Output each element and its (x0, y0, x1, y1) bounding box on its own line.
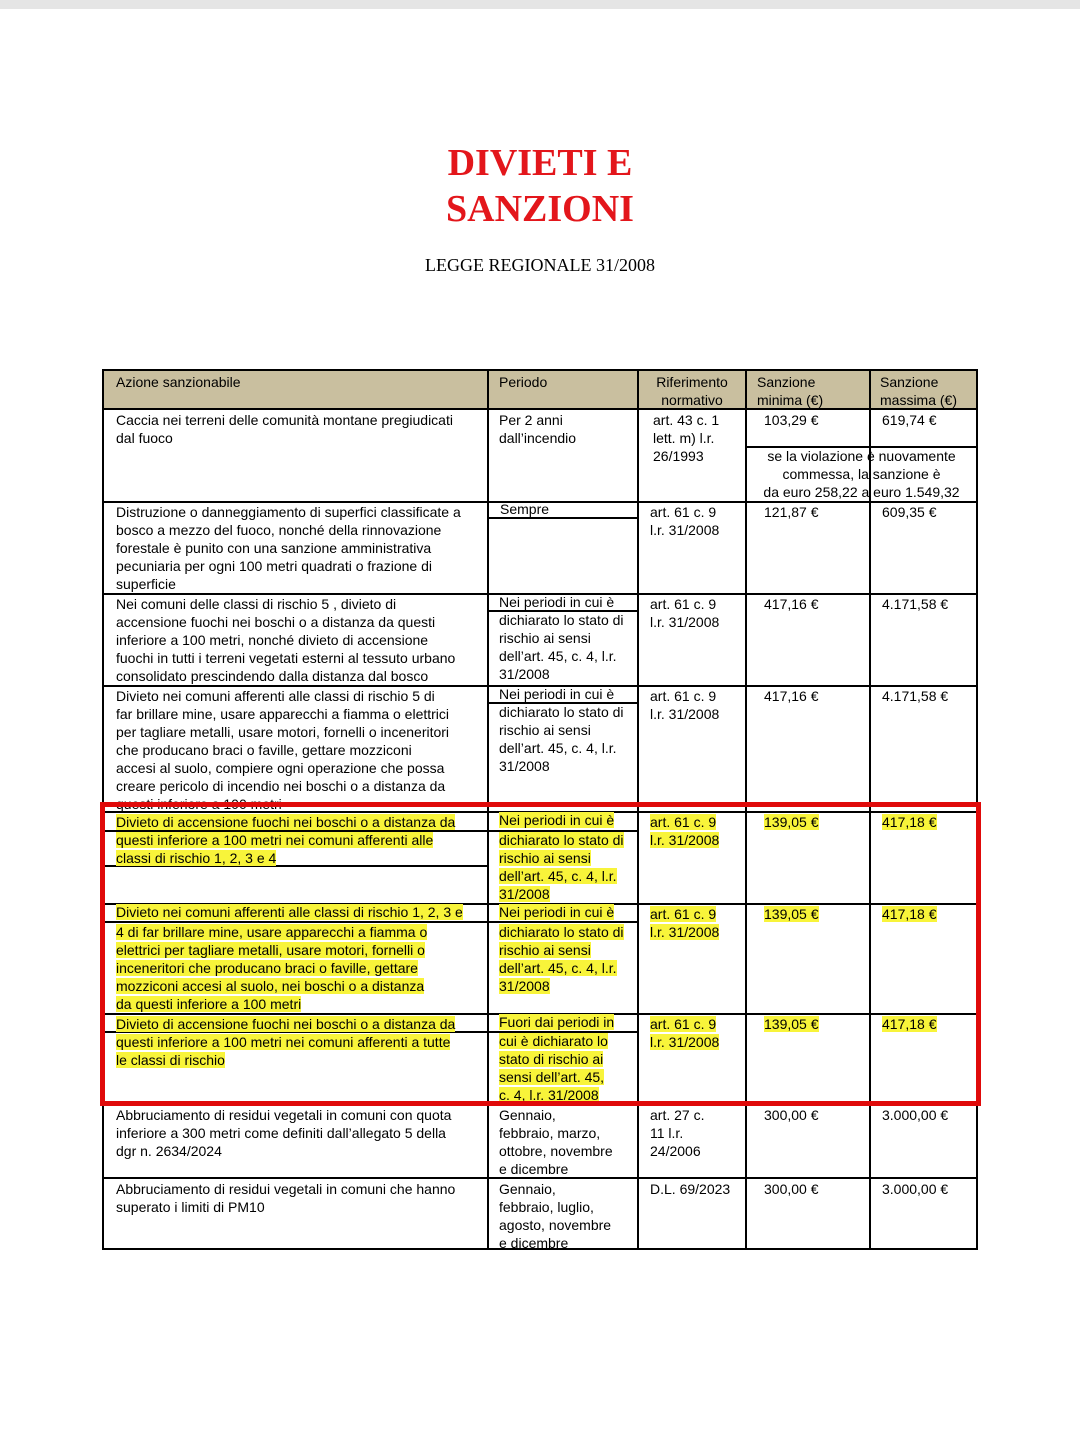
row6-min: 139,05 € (764, 906, 819, 922)
row6-periodo: Nei periodi in cui è dichiarato lo stato di rischio ai sensi dell’art. 45, c. 4, l.r. 31/2008 (499, 904, 624, 994)
row9-max: 3.000,00 € (882, 1181, 949, 1197)
header-sanzione-minima: Sanzione minima (€) (757, 374, 824, 408)
row7-azione: Divieto di accensione fuochi nei boschi o a distanza da questi inferiore a 100 metri nei comuni afferenti a tutte le classi di rischio (116, 1016, 456, 1068)
row5-azione: Divieto di accensione fuochi nei boschi o a distanza da questi inferiore a 100 metri nei comuni afferenti alle classi di rischio 1, 2, 3 e 4 (116, 814, 456, 866)
header-sanzione-massima: Sanzione massima (€) (880, 374, 958, 408)
row1-periodo: Per 2 anni dall’incendio (499, 412, 577, 446)
row7-periodo: Fuori dai periodi in cui è dichiarato lo stato di rischio ai sensi dell’art. 45, c. 4, l.r. 31/2008 (499, 1014, 615, 1103)
row4-riferimento: art. 61 c. 9 l.r. 31/2008 (650, 688, 720, 722)
row-divider (104, 408, 976, 410)
row2-azione: Distruzione o danneggiamento di superfici classificate a bosco a mezzo del fuoco, nonché della rinnovazione forestale è punito con una sanzione amministrativa pecuniaria per ogni 100 metri quadrati o frazione di superficie (116, 504, 461, 592)
row3-riferimento: art. 61 c. 9 l.r. 31/2008 (650, 596, 720, 630)
row7-min: 139,05 € (764, 1016, 819, 1032)
page-title-line2: SANZIONI (446, 188, 634, 230)
row9-min: 300,00 € (764, 1181, 819, 1197)
page-title-line1: DIVIETI E (447, 142, 633, 184)
highlight-frame (100, 802, 981, 1106)
row6-riferimento: art. 61 c. 9 l.r. 31/2008 (650, 906, 720, 940)
row1-azione: Caccia nei terreni delle comunità montane pregiudicati dal fuoco (116, 412, 453, 446)
row7-max: 417,18 € (882, 1016, 937, 1032)
row4-min: 417,16 € (764, 688, 819, 704)
row2-min: 121,87 € (764, 504, 819, 520)
row5-max: 417,18 € (882, 814, 937, 830)
row1-riferimento: art. 43 c. 1 lett. m) l.r. 26/1993 (653, 412, 720, 464)
row3-periodo: Nei periodi in cui è dichiarato lo stato di rischio ai sensi dell’art. 45, c. 4, l.r. 31/2008 (499, 594, 624, 682)
row8-periodo: Gennaio, febbraio, marzo, ottobre, novembre e dicembre (499, 1107, 613, 1177)
row1-note: se la violazione è nuovamente commessa, la sanzione è da euro 258,22 a euro 1.549,32 (763, 448, 960, 500)
top-bar (0, 0, 1080, 9)
header-azione: Azione sanzionabile (116, 374, 241, 390)
row6-max: 417,18 € (882, 906, 937, 922)
row8-min: 300,00 € (764, 1107, 819, 1123)
row3-azione: Nei comuni delle classi di rischio 5 , divieto di accensione fuochi nei boschi o a distanza da questi inferiore a 100 metri, nonché divieto di accensione fuochi in tutti i terreni vegetati esterni al tessuto urbano consolidato prescindendo dalla distanza dal bosco (116, 596, 456, 684)
row4-azione: Divieto nei comuni afferenti alle classi di rischio 5 di far brillare mine, usare apparecchi a fiamma o elettrici per tagliare metalli, usare motori, fornelli o inceneritori che producano braci o faville, gettare mozziconi accesi al suolo, compiere ogni operazione che possa creare pericolo di incendio nei boschi o a distanza da questi inferiore a 100 metri (116, 688, 450, 811)
row3-max: 4.171,58 € (882, 596, 949, 612)
header-periodo: Periodo (499, 374, 548, 390)
row2-periodo: Sempre (500, 501, 550, 517)
row1-min: 103,29 € (764, 412, 819, 428)
row8-riferimento: art. 27 c. 11 l.r. 24/2006 (650, 1107, 705, 1159)
row4-periodo: Nei periodi in cui è dichiarato lo stato di rischio ai sensi dell’art. 45, c. 4, l.r. 31/2008 (499, 686, 624, 774)
row4-max: 4.171,58 € (882, 688, 949, 704)
row3-min: 417,16 € (764, 596, 819, 612)
row9-periodo: Gennaio, febbraio, luglio, agosto, novembre e dicembre (499, 1181, 612, 1251)
row2-riferimento: art. 61 c. 9 l.r. 31/2008 (650, 504, 720, 538)
row5-min: 139,05 € (764, 814, 819, 830)
row7-riferimento: art. 61 c. 9 l.r. 31/2008 (650, 1016, 720, 1050)
row1-max: 619,74 € (882, 412, 937, 428)
row5-riferimento: art. 61 c. 9 l.r. 31/2008 (650, 814, 720, 848)
page-subtitle: LEGGE REGIONALE 31/2008 (425, 255, 655, 275)
row8-azione: Abbruciamento di residui vegetali in comuni con quota inferiore a 300 metri come definiti dall’allegato 5 della dgr n. 2634/2024 (116, 1107, 452, 1159)
header-riferimento: Riferimento normativo (656, 374, 728, 408)
row2-max: 609,35 € (882, 504, 937, 520)
row6-azione: Divieto nei comuni afferenti alle classi di rischio 1, 2, 3 e 4 di far brillare mine, usare apparecchi a fiamma o elettrici per tagliare metalli, usare motori, fornelli o inceneritori che producano braci o faville, gettare mozziconi accesi al suolo, nei boschi o a distanza da questi inferiore a 100 metri (116, 904, 463, 1012)
row5-periodo: Nei periodi in cui è dichiarato lo stato di rischio ai sensi dell’art. 45, c. 4, l.r. 31/2008 (499, 812, 624, 902)
row9-azione: Abbruciamento di residui vegetali in comuni che hanno superato i limiti di PM10 (116, 1181, 456, 1215)
row9-riferimento: D.L. 69/2023 (650, 1181, 731, 1197)
row8-max: 3.000,00 € (882, 1107, 949, 1123)
